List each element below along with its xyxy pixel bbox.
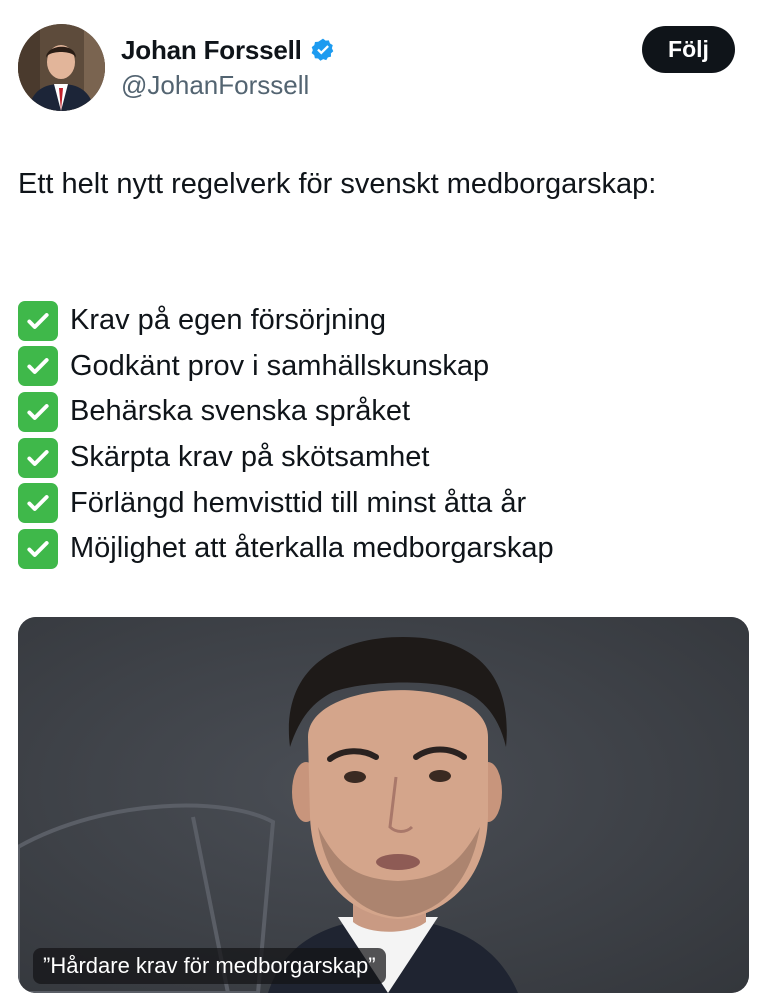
list-item-text: Godkänt prov i samhällskunskap	[70, 349, 490, 382]
list-item-text: Behärska svenska språket	[70, 395, 411, 428]
list-item-text: Krav på egen försörjning	[70, 304, 386, 337]
check-mark-button-icon	[18, 438, 58, 478]
photo-illustration	[18, 617, 749, 993]
list-item	[18, 435, 748, 481]
tweet-intro: Ett helt nytt regelverk för svenskt medborgarskap:	[18, 168, 657, 200]
list-item-text: Förlängd hemvisttid till minst åtta år	[70, 486, 527, 519]
list-item	[18, 298, 748, 344]
list-item	[18, 526, 748, 572]
author-display-name[interactable]: Johan Forssell	[121, 34, 302, 65]
check-mark-button-icon	[18, 529, 58, 569]
check-mark-button-icon	[18, 483, 58, 523]
tweet-checklist	[18, 298, 748, 572]
avatar[interactable]	[18, 24, 105, 111]
check-mark-button-icon	[18, 301, 58, 341]
author-handle[interactable]: @JohanForssell	[121, 70, 310, 100]
list-item	[18, 389, 748, 435]
list-item	[18, 344, 748, 390]
author-name-row	[121, 32, 336, 68]
check-mark-button-icon	[18, 392, 58, 432]
tweet-text	[18, 162, 738, 206]
tweet-media-photo[interactable]	[18, 617, 749, 993]
media-caption: ”Hårdare krav för medborgarskap”	[33, 948, 386, 984]
check-mark-button-icon	[18, 346, 58, 386]
follow-button[interactable]: Följ	[642, 26, 735, 73]
list-item-text: Skärpta krav på skötsamhet	[70, 441, 430, 474]
list-item-text: Möjlighet att återkalla medborgarskap	[70, 532, 554, 565]
verified-badge-icon	[310, 37, 336, 63]
list-item	[18, 480, 748, 526]
